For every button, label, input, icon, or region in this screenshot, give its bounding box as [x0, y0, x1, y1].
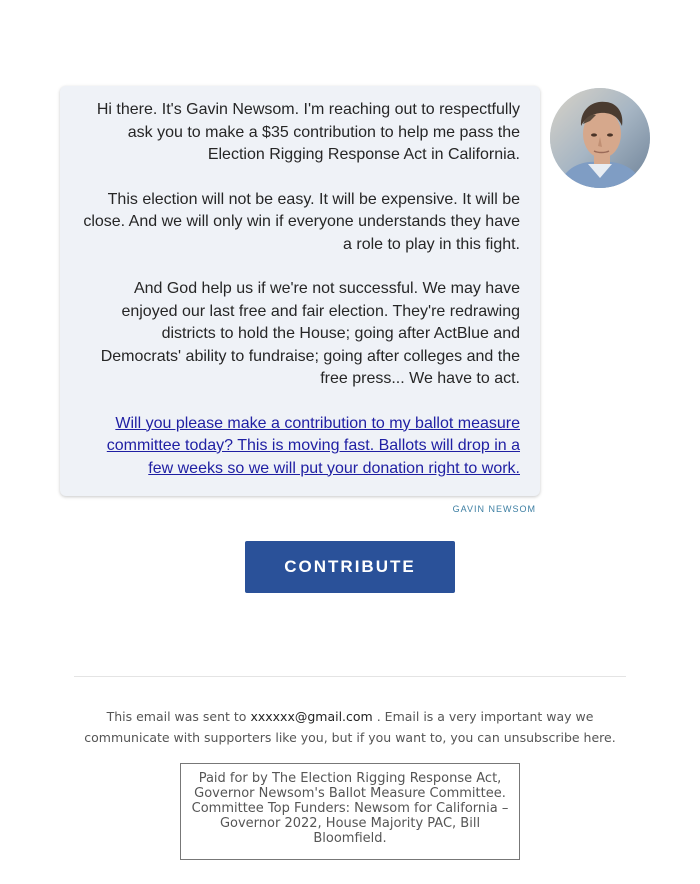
- message-paragraph-2: This election will not be easy. It will be expensive. It will be close. And we will only win if everyone understands they have a role to play in this fight.: [83, 190, 520, 253]
- unsubscribe-link[interactable]: unsubscribe here: [503, 730, 612, 745]
- paid-for-disclaimer: Paid for by The Election Rigging Response Act, Governor Newsom's Ballot Measure Committee. Committee Top Funders: Newsom for California – Governor 2022, House Majority PAC, Bill Bloomfield.: [180, 763, 520, 860]
- footer-sent-prefix: This email was sent to: [106, 709, 247, 724]
- footer-notice: [70, 706, 630, 748]
- message-paragraph-3: And God help us if we're not successful. We may have enjoyed our last free and fair election. They're redrawing districts to hold the House; going after ActBlue and Democrats' ability to fundraise; going after colleges and the free press... We have to act.: [100, 280, 520, 387]
- recipient-email: xxxxxx@gmail.com: [250, 709, 373, 724]
- profile-photo-icon: [550, 88, 650, 188]
- signature: GAVIN NEWSOM: [452, 504, 536, 514]
- message-bubble: [60, 86, 540, 496]
- sender-avatar: [550, 88, 650, 188]
- contribute-button[interactable]: CONTRIBUTE: [245, 541, 455, 593]
- footer-divider: [74, 676, 626, 677]
- message-paragraph-1: Hi there. It's Gavin Newsom. I'm reaching out to respectfully ask you to make a $35 contribution to help me pass the Election Rigging Response Act in California.: [96, 101, 520, 163]
- contribution-link[interactable]: Will you please make a contribution to my ballot measure committee today? This is moving fast. Ballots will drop in a few weeks so we will put your donation right to work.: [106, 414, 520, 477]
- message-link-paragraph: [80, 413, 520, 481]
- footer-period: .: [611, 730, 616, 745]
- footer-sent-suffix: . Email is a very important way we communicate with supporters like you, but if you want to, you can: [84, 709, 594, 745]
